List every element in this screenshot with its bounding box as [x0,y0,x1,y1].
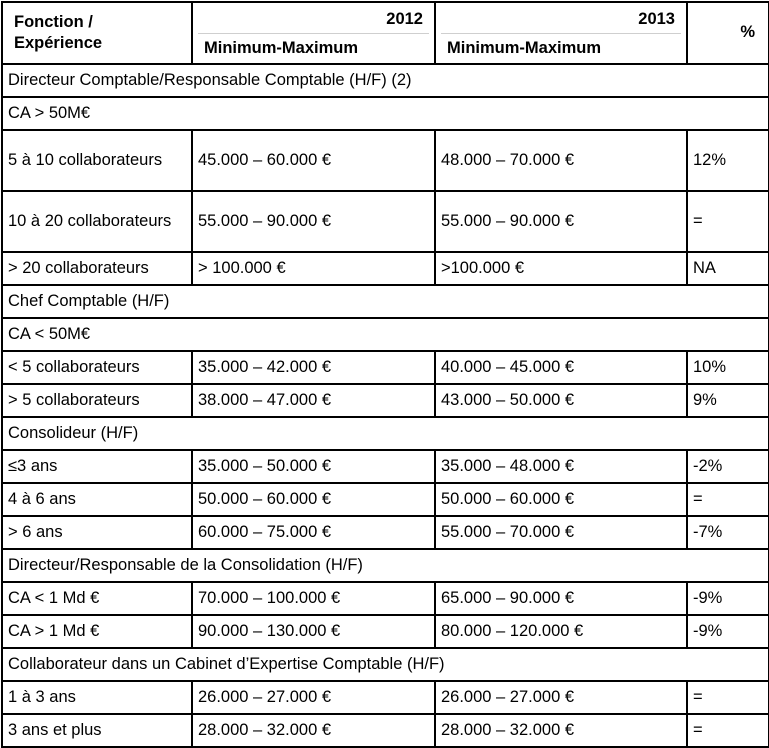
scope-label: CA < 50M€ [2,318,769,351]
table-row [2,351,769,384]
row-range-2012: 55.000 – 90.000 € [192,191,435,252]
header-minmax-2013: Minimum-Maximum [447,38,602,57]
row-role-label: 5 à 10 collaborateurs [2,130,192,191]
header-cell-2012 [192,2,435,64]
row-role-label: 3 ans et plus [2,714,192,747]
row-range-2012: 70.000 – 100.000 € [192,582,435,615]
row-range-2012: 45.000 – 60.000 € [192,130,435,191]
table-row [2,191,769,252]
row-percent-change: -9% [687,582,769,615]
header-cell-role [2,2,192,64]
row-role-label: 4 à 6 ans [2,483,192,516]
row-range-2013: 35.000 – 48.000 € [435,450,687,483]
table-row [2,516,769,549]
section-header-label: Chef Comptable (H/F) [2,285,769,318]
table-row [2,384,769,417]
row-range-2012: 60.000 – 75.000 € [192,516,435,549]
row-role-label: 10 à 20 collaborateurs [2,191,192,252]
section-header-row [2,285,769,318]
row-range-2012: 26.000 – 27.000 € [192,681,435,714]
header-cell-2013 [435,2,687,64]
row-range-2013: 26.000 – 27.000 € [435,681,687,714]
row-role-label: 1 à 3 ans [2,681,192,714]
section-header-label: Consolideur (H/F) [2,417,769,450]
row-role-label: CA > 1 Md € [2,615,192,648]
row-role-label: > 20 collaborateurs [2,252,192,285]
section-header-row [2,417,769,450]
row-range-2012: > 100.000 € [192,252,435,285]
row-role-label: < 5 collaborateurs [2,351,192,384]
scope-row [2,97,769,130]
row-role-label: > 6 ans [2,516,192,549]
row-percent-change: 10% [687,351,769,384]
row-percent-change: 12% [687,130,769,191]
header-year-2013: 2013 [441,7,681,33]
row-range-2013: 48.000 – 70.000 € [435,130,687,191]
row-range-2013: 43.000 – 50.000 € [435,384,687,417]
table-row [2,714,769,747]
table-row [2,450,769,483]
row-percent-change: = [687,714,769,747]
salary-benchmark-table [1,1,769,748]
row-percent-change: = [687,483,769,516]
row-percent-change: -2% [687,450,769,483]
row-range-2013: 28.000 – 32.000 € [435,714,687,747]
header-cell-percent [687,2,769,64]
header-row [2,2,769,64]
row-range-2013: 40.000 – 45.000 € [435,351,687,384]
section-header-label: Directeur Comptable/Responsable Comptable (H/F) (2) [2,64,769,97]
row-range-2012: 35.000 – 50.000 € [192,450,435,483]
row-percent-change: -9% [687,615,769,648]
table-row [2,483,769,516]
scope-label: CA > 50M€ [2,97,769,130]
header-role-line2: Expérience [14,34,103,52]
row-range-2013: 55.000 – 70.000 € [435,516,687,549]
row-range-2012: 35.000 – 42.000 € [192,351,435,384]
table-row [2,582,769,615]
header-year-2012: 2012 [198,7,429,33]
row-range-2013: >100.000 € [435,252,687,285]
table-row [2,252,769,285]
row-role-label: > 5 collaborateurs [2,384,192,417]
row-percent-change: 9% [687,384,769,417]
table-row [2,681,769,714]
row-range-2013: 80.000 – 120.000 € [435,615,687,648]
section-header-row [2,549,769,582]
section-header-label: Directeur/Responsable de la Consolidation (H/F) [2,549,769,582]
row-role-label: CA < 1 Md € [2,582,192,615]
scope-row [2,318,769,351]
header-minmax-2012: Minimum-Maximum [204,38,359,57]
row-range-2013: 55.000 – 90.000 € [435,191,687,252]
row-range-2012: 90.000 – 130.000 € [192,615,435,648]
section-header-label: Collaborateur dans un Cabinet d’Expertise Comptable (H/F) [2,648,769,681]
row-range-2012: 38.000 – 47.000 € [192,384,435,417]
header-role-line1: Fonction / [14,12,93,31]
row-range-2012: 28.000 – 32.000 € [192,714,435,747]
row-range-2013: 65.000 – 90.000 € [435,582,687,615]
row-percent-change: -7% [687,516,769,549]
row-range-2013: 50.000 – 60.000 € [435,483,687,516]
row-percent-change: = [687,191,769,252]
section-header-row [2,648,769,681]
row-percent-change: NA [687,252,769,285]
table-header [2,2,769,64]
header-percent-label: % [740,23,755,42]
table-row [2,130,769,191]
section-header-row [2,64,769,97]
row-range-2012: 50.000 – 60.000 € [192,483,435,516]
table-row [2,615,769,648]
row-percent-change: = [687,681,769,714]
row-role-label: ≤3 ans [2,450,192,483]
table-body [2,64,769,747]
